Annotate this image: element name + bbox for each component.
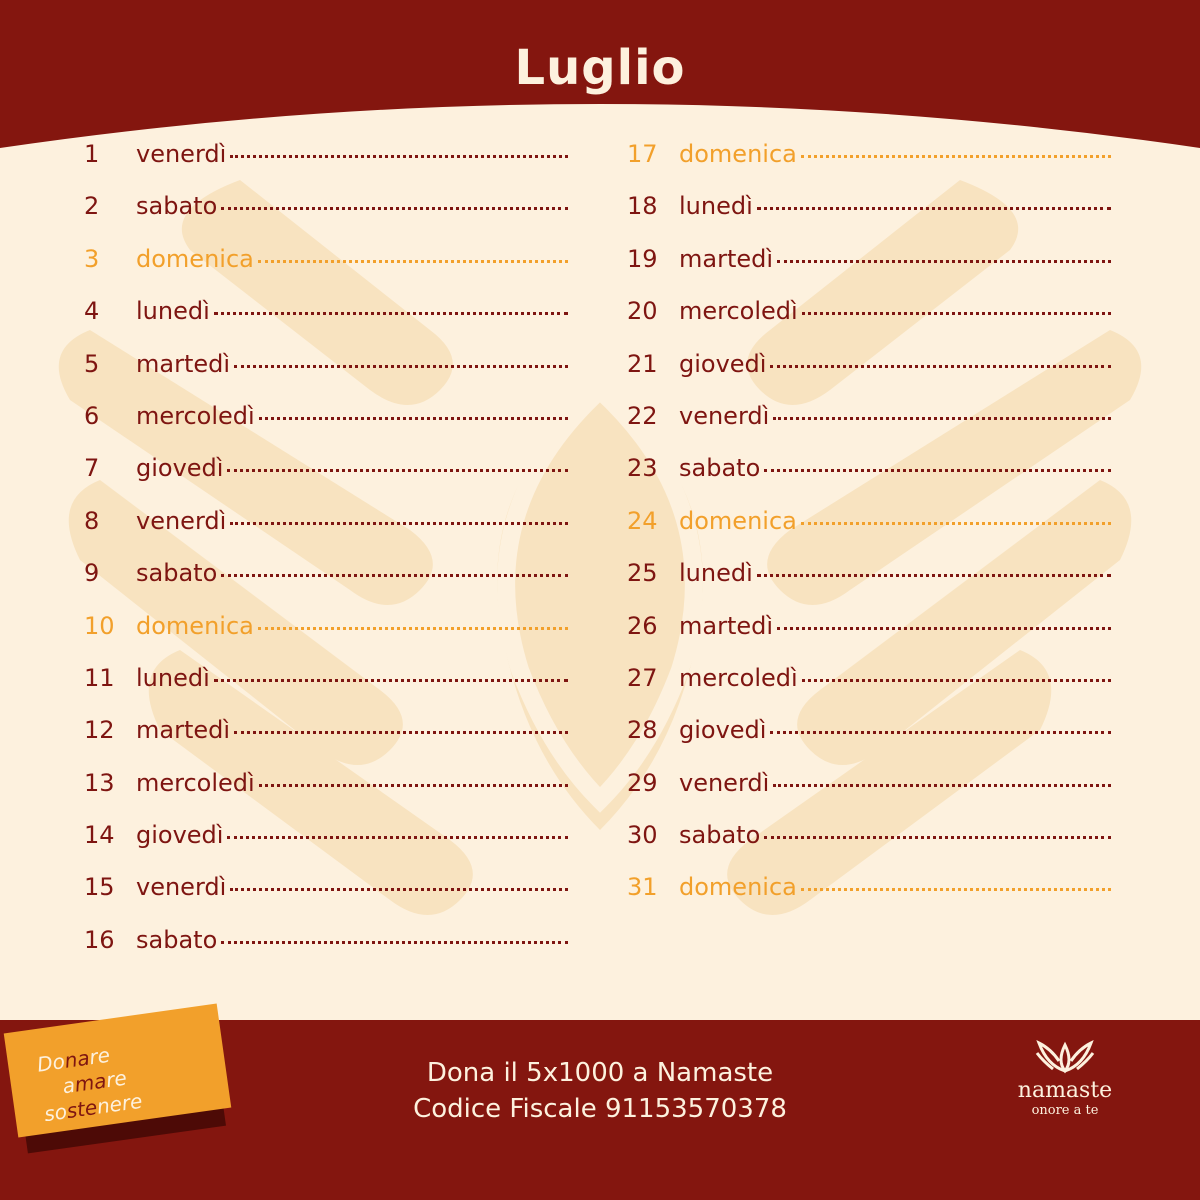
weekday-name: domenica (679, 506, 797, 535)
note-line (764, 469, 1111, 472)
day-row (84, 612, 568, 664)
day-number: 10 (84, 611, 115, 640)
note-line (258, 260, 568, 263)
day-row (84, 873, 568, 925)
day-number: 5 (84, 349, 100, 378)
day-row (84, 559, 568, 611)
note-line (757, 574, 1111, 577)
note-line (214, 312, 568, 315)
day-number: 21 (627, 349, 658, 378)
day-row (84, 926, 568, 978)
day-row (627, 350, 1111, 402)
weekday-name: martedì (136, 349, 231, 378)
day-row (627, 245, 1111, 297)
days-column-right (627, 140, 1111, 926)
day-number: 11 (84, 663, 115, 692)
note-line (764, 836, 1111, 839)
weekday-name: mercoledì (679, 297, 798, 326)
day-row (84, 297, 568, 349)
note-line (230, 155, 568, 158)
day-row (627, 821, 1111, 873)
note-line (230, 888, 568, 891)
note-line (259, 784, 568, 787)
month-title: Luglio (514, 40, 686, 96)
weekday-name: sabato (679, 454, 761, 483)
note-line (259, 417, 568, 420)
day-number: 27 (627, 663, 658, 692)
weekday-name: sabato (679, 821, 761, 850)
day-row (84, 507, 568, 559)
day-number: 18 (627, 192, 658, 221)
day-row (84, 192, 568, 244)
day-number: 14 (84, 821, 115, 850)
note-line (770, 365, 1111, 368)
day-number: 28 (627, 716, 658, 745)
weekday-name: venerdì (679, 768, 770, 797)
weekday-name: giovedì (136, 821, 224, 850)
day-number: 1 (84, 140, 100, 168)
days-column-left (84, 140, 568, 978)
day-number: 13 (84, 768, 115, 797)
weekday-name: sabato (136, 559, 218, 588)
day-row (84, 245, 568, 297)
weekday-name: mercoledì (136, 401, 255, 430)
weekday-name: sabato (136, 925, 218, 954)
weekday-name: giovedì (679, 349, 767, 378)
namaste-logo (1000, 1035, 1130, 1119)
day-number: 12 (84, 716, 115, 745)
day-number: 8 (84, 506, 100, 535)
slogan-line: Donare (35, 1042, 112, 1077)
weekday-name: domenica (136, 244, 254, 273)
note-line (770, 731, 1111, 734)
donation-info (300, 1055, 900, 1127)
note-line (214, 679, 568, 682)
day-number: 30 (627, 821, 658, 850)
weekday-name: venerdì (136, 140, 227, 168)
day-row (84, 716, 568, 768)
note-line (757, 207, 1111, 210)
weekday-name: martedì (679, 611, 774, 640)
weekday-name: sabato (136, 192, 218, 221)
day-row (627, 192, 1111, 244)
lotus-hands-icon (1033, 1035, 1097, 1075)
note-line (777, 260, 1111, 263)
weekday-name: martedì (136, 716, 231, 745)
donation-line: Dona il 5x1000 a Namaste (426, 1058, 774, 1088)
day-row (627, 454, 1111, 506)
note-line (801, 522, 1111, 525)
note-line (773, 417, 1111, 420)
day-number: 20 (627, 297, 658, 326)
weekday-name: venerdì (679, 401, 770, 430)
day-number: 25 (627, 559, 658, 588)
day-row (84, 769, 568, 821)
day-row (84, 402, 568, 454)
day-number: 29 (627, 768, 658, 797)
note-line (777, 627, 1111, 630)
day-row (627, 402, 1111, 454)
day-number: 17 (627, 140, 658, 168)
day-row (627, 140, 1111, 192)
day-row (84, 821, 568, 873)
note-line (221, 207, 568, 210)
weekday-name: giovedì (679, 716, 767, 745)
weekday-name: domenica (679, 140, 797, 168)
note-line (234, 731, 568, 734)
note-line (221, 574, 568, 577)
fiscal-code-line: Codice Fiscale 91153570378 (413, 1094, 787, 1124)
day-row (84, 454, 568, 506)
day-number: 9 (84, 559, 100, 588)
weekday-name: venerdì (136, 873, 227, 902)
day-number: 3 (84, 244, 100, 273)
note-line (802, 679, 1111, 682)
note-line (801, 155, 1111, 158)
weekday-name: venerdì (136, 506, 227, 535)
day-number: 22 (627, 401, 658, 430)
weekday-name: giovedì (136, 454, 224, 483)
note-line (227, 469, 568, 472)
day-row (84, 140, 568, 192)
day-number: 6 (84, 401, 100, 430)
day-row (627, 769, 1111, 821)
day-row (84, 350, 568, 402)
day-number: 26 (627, 611, 658, 640)
weekday-name: domenica (679, 873, 797, 902)
note-line (227, 836, 568, 839)
day-number: 16 (84, 925, 115, 954)
logo-name: namaste (1017, 1078, 1113, 1103)
note-line (773, 784, 1111, 787)
note-line (221, 941, 568, 944)
day-row (627, 612, 1111, 664)
slogan-line: amare (60, 1065, 129, 1099)
day-row (627, 507, 1111, 559)
weekday-name: lunedì (136, 297, 210, 326)
weekday-name: mercoledì (136, 768, 255, 797)
day-row (627, 664, 1111, 716)
day-row (627, 559, 1111, 611)
weekday-name: mercoledì (679, 663, 798, 692)
day-number: 24 (627, 506, 658, 535)
note-line (230, 522, 568, 525)
day-number: 31 (627, 873, 658, 902)
day-number: 19 (627, 244, 658, 273)
weekday-name: lunedì (136, 663, 210, 692)
day-number: 2 (84, 192, 100, 221)
weekday-name: domenica (136, 611, 254, 640)
day-row (627, 873, 1111, 925)
note-line (258, 627, 568, 630)
day-row (84, 664, 568, 716)
note-line (801, 888, 1111, 891)
day-row (627, 716, 1111, 768)
day-number: 15 (84, 873, 115, 902)
day-number: 23 (627, 454, 658, 483)
logo-tagline: onore a te (1031, 1103, 1099, 1118)
note-line (234, 365, 568, 368)
weekday-name: lunedì (679, 192, 753, 221)
day-row (627, 297, 1111, 349)
slogan-line: sostenere (42, 1088, 144, 1127)
weekday-name: martedì (679, 244, 774, 273)
day-number: 7 (84, 454, 100, 483)
note-line (802, 312, 1111, 315)
day-number: 4 (84, 297, 100, 326)
weekday-name: lunedì (679, 559, 753, 588)
